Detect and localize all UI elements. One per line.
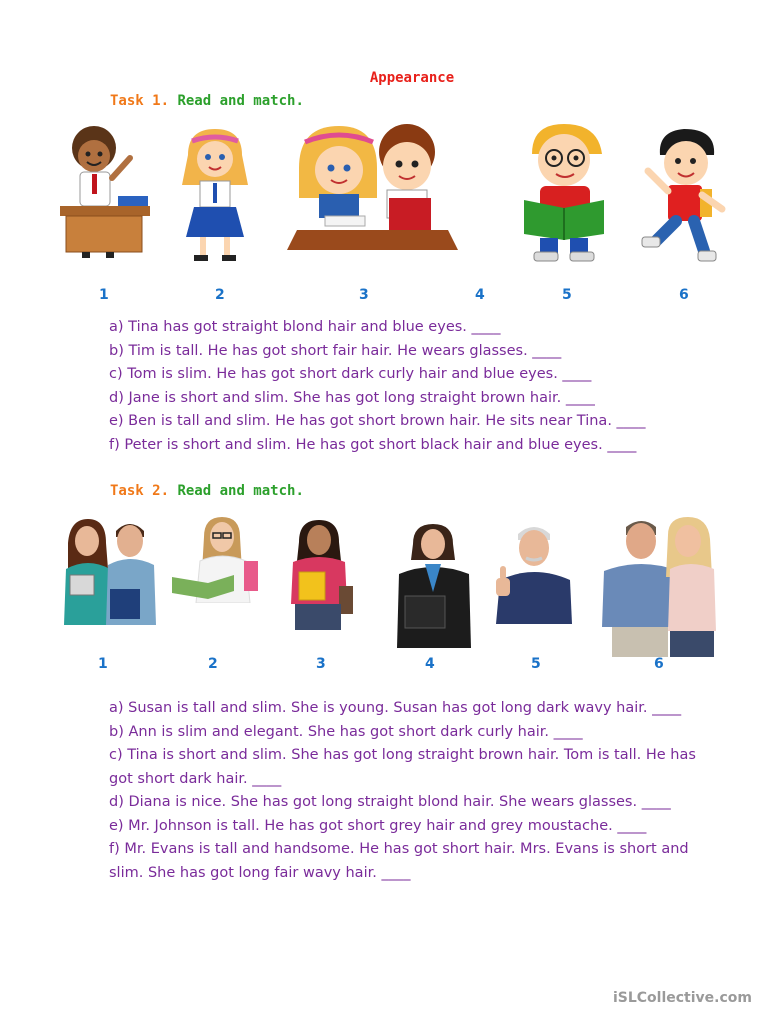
task1-heading [110, 93, 304, 109]
task1-sentence-e: e) Ben is tall and slim. He has got short brown hair. He sits near Tina. ____ [109, 413, 646, 429]
task1-number-2: 2 [215, 287, 225, 303]
photo-girl-with-folders [285, 518, 355, 630]
photo-elderly-man [492, 520, 574, 624]
task1-number-6: 6 [679, 287, 689, 303]
cartoon-boy-with-glasses [518, 120, 610, 265]
photo-student-couple [60, 513, 158, 625]
task2-sentence-f: f) Mr. Evans is tall and handsome. He has got short hair. Mrs. Evans is short and slim. She has got long fair wavy hair. ____ [109, 841, 689, 881]
cartoon-children-reading [285, 120, 460, 255]
task2-sentence-e: e) Mr. Johnson is tall. He has got short grey hair and grey moustache. ____ [109, 817, 647, 834]
task1-number-4: 4 [475, 287, 485, 303]
task2-number-4: 4 [425, 656, 435, 672]
task1-sentence-c: c) Tom is slim. He has got short dark curly hair and blue eyes. ____ [109, 366, 592, 382]
task1-sentence-b: b) Tim is tall. He has got short fair hair. He wears glasses. ____ [109, 342, 562, 359]
task2-number-5: 5 [531, 656, 541, 672]
task1-number-1: 1 [99, 287, 109, 303]
photo-girl-with-glasses [170, 513, 265, 603]
page-title: Appearance [369, 70, 455, 86]
task2-heading [110, 483, 304, 499]
task2-sentence-d: d) Diana is nice. She has got long straight blond hair. She wears glasses. ____ [109, 794, 671, 810]
task1-sentence-a: a) Tina has got straight blond hair and blue eyes. ____ [109, 319, 501, 335]
task1-sentence-f: f) Peter is short and slim. He has got short black hair and blue eyes. ____ [109, 436, 637, 453]
task1-instruction: Read and match. [177, 93, 304, 109]
cartoon-running-boy [636, 125, 731, 265]
photo-mature-couple [598, 515, 724, 657]
cartoon-blond-girl [170, 125, 260, 265]
task1-number: Task 1. [110, 93, 170, 109]
task1-number-5: 5 [562, 287, 572, 303]
task1-number-3: 3 [359, 287, 369, 303]
photo-businesswoman [395, 522, 473, 648]
task2-number-6: 6 [654, 656, 664, 672]
task2-sentence-list [109, 697, 709, 885]
task1-sentence-list [109, 316, 709, 457]
task2-number: Task 2. [110, 483, 170, 499]
task2-sentence-a: a) Susan is tall and slim. She is young. Susan has got long dark wavy hair. ____ [109, 700, 682, 716]
cartoon-boy-at-desk [56, 120, 156, 260]
task2-sentence-b: b) Ann is slim and elegant. She has got short dark curly hair. ____ [109, 723, 583, 740]
task2-number-2: 2 [208, 656, 218, 672]
footer-watermark: iSLCollective.com [612, 990, 752, 1006]
task2-sentence-c: c) Tina is short and slim. She has got long straight brown hair. Tom is tall. He has got short dark hair. ____ [109, 747, 696, 787]
task2-number-1: 1 [98, 656, 108, 672]
task2-number-3: 3 [316, 656, 326, 672]
task2-instruction: Read and match. [177, 483, 304, 499]
task1-sentence-d: d) Jane is short and slim. She has got long straight brown hair. ____ [109, 389, 595, 406]
